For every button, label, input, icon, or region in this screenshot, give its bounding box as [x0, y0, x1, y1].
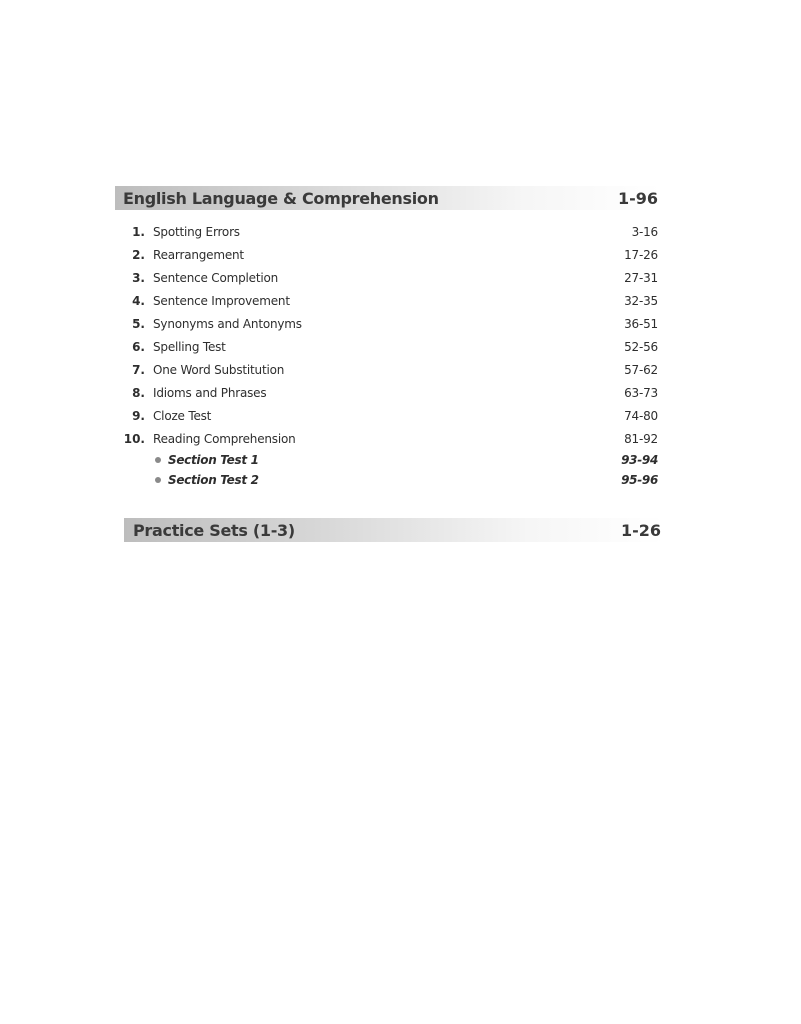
section-test-row	[115, 450, 658, 470]
chapter-title: Rearrangement	[153, 247, 244, 262]
chapter-row	[115, 404, 658, 427]
chapter-title: Cloze Test	[153, 408, 212, 423]
chapter-row	[115, 381, 658, 404]
section-title: English Language & Comprehension	[123, 188, 439, 208]
chapter-row	[115, 427, 658, 450]
section-test-title: Section Test 1	[168, 453, 259, 467]
section-pages: 1-96	[617, 188, 658, 208]
section-test-title: Section Test 2	[168, 473, 259, 487]
chapter-number: 5.	[132, 316, 145, 331]
chapter-row	[115, 289, 658, 312]
chapter-pages: 36-51	[624, 316, 658, 331]
chapter-title: Spelling Test	[153, 339, 226, 354]
chapter-title: Spotting Errors	[153, 224, 240, 239]
chapter-number: 10.	[123, 431, 145, 446]
chapter-number: 4.	[132, 293, 145, 308]
chapter-row	[115, 358, 658, 381]
chapter-pages: 63-73	[624, 385, 658, 400]
chapter-pages: 17-26	[624, 247, 658, 262]
chapter-title: Synonyms and Antonyms	[153, 316, 302, 331]
chapter-number: 3.	[132, 270, 145, 285]
chapter-pages: 57-62	[624, 362, 658, 377]
chapter-pages: 81-92	[624, 431, 658, 446]
chapter-number: 7.	[132, 362, 145, 377]
chapter-title: Sentence Completion	[153, 270, 279, 285]
chapter-pages: 52-56	[624, 339, 658, 354]
section-test-pages: 93-94	[621, 453, 658, 467]
chapter-number: 2.	[132, 247, 145, 262]
chapter-pages: 32-35	[624, 293, 658, 308]
chapter-row	[115, 312, 658, 335]
chapter-number: 1.	[132, 224, 145, 239]
chapter-title: Idioms and Phrases	[153, 385, 267, 400]
chapter-list	[115, 220, 658, 490]
chapter-row	[115, 243, 658, 266]
chapter-row	[115, 335, 658, 358]
bullet-icon	[155, 477, 161, 483]
bullet-icon	[155, 457, 161, 463]
section-pages: 1-26	[620, 520, 661, 540]
chapter-title: Sentence Improvement	[153, 293, 290, 308]
section-header-practice-sets	[124, 518, 664, 542]
chapter-pages: 3-16	[631, 224, 658, 239]
chapter-pages: 74-80	[624, 408, 658, 423]
chapter-number: 8.	[132, 385, 145, 400]
section-header-english	[115, 186, 661, 210]
chapter-pages: 27-31	[624, 270, 658, 285]
section-title: Practice Sets (1-3)	[133, 520, 295, 540]
chapter-number: 9.	[132, 408, 145, 423]
chapter-title: One Word Substitution	[153, 362, 285, 377]
chapter-number: 6.	[132, 339, 145, 354]
section-test-row	[115, 470, 658, 490]
chapter-row	[115, 266, 658, 289]
section-test-pages: 95-96	[621, 473, 658, 487]
chapter-row	[115, 220, 658, 243]
chapter-title: Reading Comprehension	[153, 431, 296, 446]
